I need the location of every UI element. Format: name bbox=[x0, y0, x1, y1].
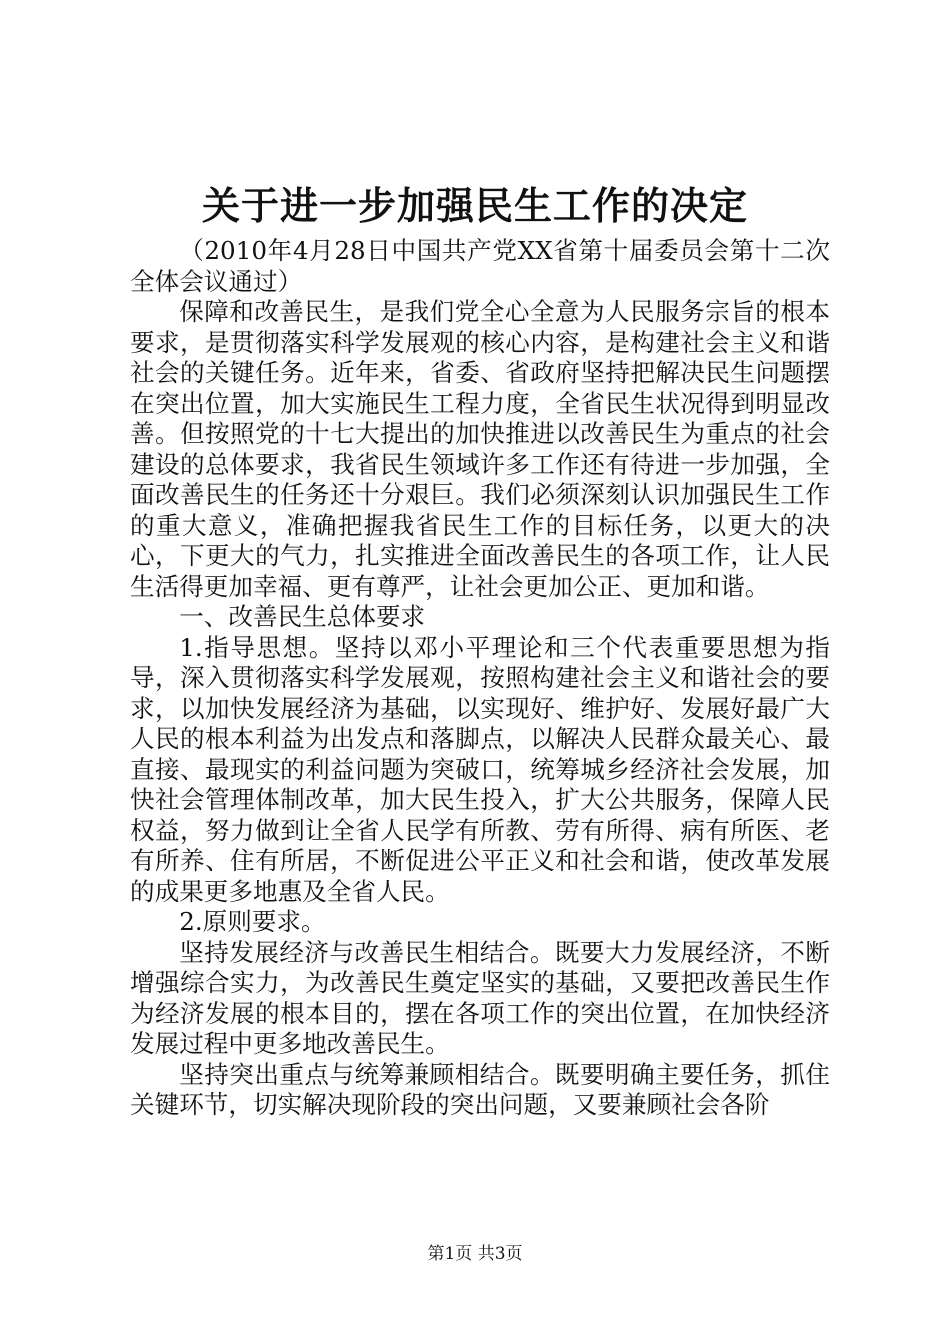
paragraph-principles-heading: 2.原则要求。 bbox=[179, 907, 326, 936]
page-number-footer: 第1页 共3页 bbox=[427, 1244, 523, 1264]
paragraph-principle-2: 坚持突出重点与统筹兼顾相结合。既要明确主要任务，抓住关键环节，切实解决现阶段的突出问题，又要兼顾社会各阶 bbox=[130, 1059, 830, 1119]
section-heading: 一、改善民生总体要求 bbox=[179, 602, 426, 631]
subtitle: （2010年4月28日中国共产党XX省第十届委员会第十二次全体会议通过） bbox=[130, 236, 830, 296]
document-title: 关于进一步加强民生工作的决定 bbox=[201, 183, 748, 228]
document-body bbox=[130, 236, 830, 1121]
paragraph-guiding-ideology: 1.指导思想。坚持以邓小平理论和三个代表重要思想为指导，深入贯彻落实科学发展观，按照构建社会主义和谐社会的要求，以加快发展经济为基础，以实现好、维护好、发展好最广大人民的根本利益为出发点和落脚点，以解决人民群众最关心、最直接、最现实的利益问题为突破口，统筹城乡经济社会发展，加快社会管理体制改革，加大民生投入，扩大公共服务，保障人民权益，努力做到让全省人民学有所教、劳有所得、病有所医、老有所养、住有所居，不断促进公平正义和社会和谐，使改革发展的成果更多地惠及全省人民。 bbox=[130, 632, 830, 906]
paragraph-principle-1: 坚持发展经济与改善民生相结合。既要大力发展经济，不断增强综合实力，为改善民生奠定坚实的基础，又要把改善民生作为经济发展的根本目的，摆在各项工作的突出位置，在加快经济发展过程中更多地改善民生。 bbox=[130, 937, 830, 1058]
paragraph-intro: 保障和改善民生，是我们党全心全意为人民服务宗旨的根本要求，是贯彻落实科学发展观的核心内容，是构建社会主义和谐社会的关键任务。近年来，省委、省政府坚持把解决民生问题摆在突出位置，加大实施民生工程力度，全省民生状况得到明显改善。但按照党的十七大提出的加快推进以改善民生为重点的社会建设的总体要求，我省民生领域许多工作还有待进一步加强，全面改善民生的任务还十分艰巨。我们必须深刻认识加强民生工作的重大意义，准确把握我省民生工作的目标任务，以更大的决心，下更大的气力，扎实推进全面改善民生的各项工作，让人民生活得更加幸福、更有尊严，让社会更加公正、更加和谐。 bbox=[130, 297, 830, 601]
